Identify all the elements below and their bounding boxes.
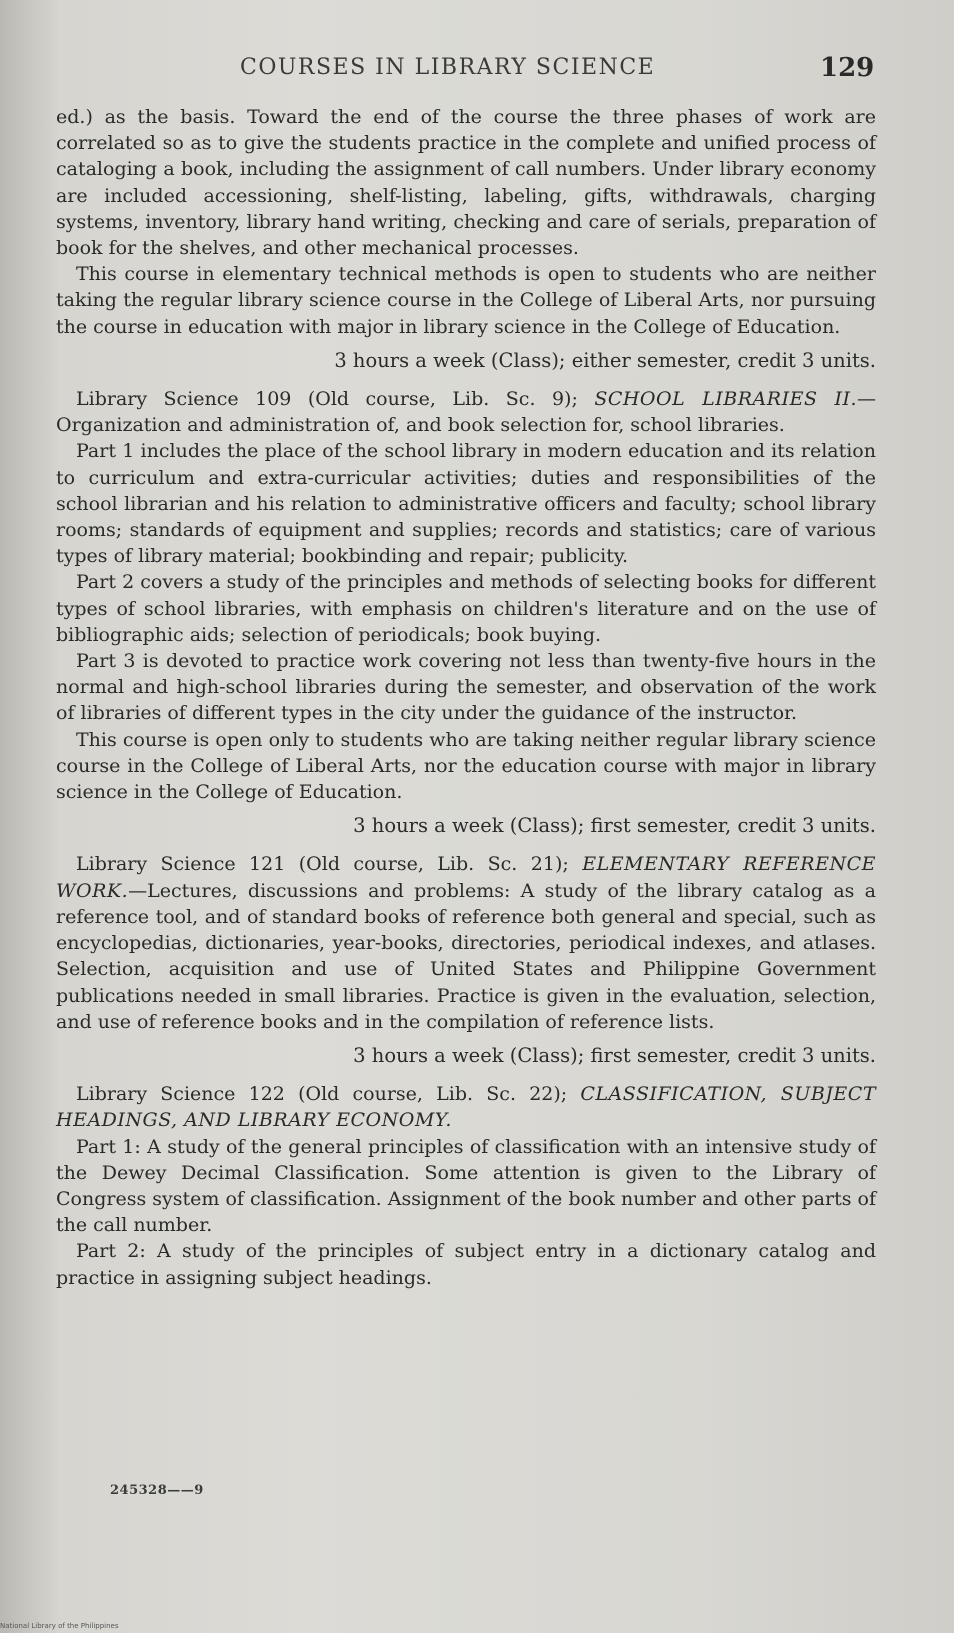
course-code: Library Science 109 (Old course, Lib. Sc. 9);: [76, 388, 595, 411]
course-title: ELEMENTARY REFERENCE WORK.: [56, 853, 877, 902]
course-code: Library Science 121 (Old course, Lib. Sc. 21);: [76, 853, 583, 876]
course-code: Library Science 122 (Old course, Lib. Sc. 22);: [76, 1083, 581, 1106]
course-hours: 3 hours a week (Class); first semester, credit 3 units.: [353, 1043, 876, 1067]
paragraph-continuation: ed.) as the basis. Toward the end of the course the three phases of work are correlated so as to give the students practice in the complete and unified process of cataloging a book, including the assignment of call numbers. Under library economy are included accessioning, shelf-listing, labeling, gifts, withdrawals, charging systems, inventory, library hand writing, checking and care of serials, preparation of book for the shelves, and other mechanical processes.: [56, 106, 876, 260]
course-description: —Lectures, discussions and problems: A study of the library catalog as a reference tool, and of standard books of reference both general and special, such as encyclopedias, dictionaries, year-books, directories, periodical indexes, and atlases. Selection, acquisition and use of United States and Philippine Government publications needed in small libraries. Practice is given in the evaluation, selection, and use of reference books and in the compilation of reference lists.: [56, 879, 876, 1033]
scan-credit: National Library of the Philippines: [0, 1622, 119, 1630]
running-title: COURSES IN LIBRARY SCIENCE: [240, 55, 656, 80]
course-description: —Organization and administration of, and book selection for, school libraries.: [56, 388, 876, 437]
course-hours: 3 hours a week (Class); either semester, credit 3 units.: [334, 348, 876, 372]
printer-signature: 245328——9: [110, 1483, 204, 1498]
course-heading-109: [56, 386, 876, 438]
course-part: Part 1 includes the place of the school library in modern education and its relation to curriculum and extra-curricular activities; duties and responsibilities of the school librarian and his relation to administrative officers and faculty; school library rooms; standards of equipment and supplies; records and statistics; care of various types of library material; bookbinding and repair; publicity.: [56, 440, 876, 568]
page-header: [0, 55, 954, 91]
course-heading-121: [56, 851, 876, 1034]
page-number: 129: [820, 53, 875, 83]
course-title: CLASSIFICATION, SUBJECT HEADINGS, AND LIBRARY ECONOMY.: [56, 1083, 876, 1132]
course-part: Part 3 is devoted to practice work covering not less than twenty-five hours in the normal and high-school libraries during the semester, and observation of the work of libraries of different types in the city under the guidance of the instructor.: [56, 650, 876, 725]
course-heading-122: [56, 1081, 876, 1133]
course-part: Part 1: A study of the general principles of classification with an intensive study of the Dewey Decimal Classification. Some attention is given to the Library of Congress system of classification. Assignment of the book number and other parts of the call number.: [56, 1135, 876, 1237]
course-title: SCHOOL LIBRARIES II.: [594, 388, 857, 411]
paragraph-eligibility: This course in elementary technical methods is open to students who are neither taking the regular library science course in the College of Liberal Arts, nor pursuing the course in education with major in library science in the College of Education.: [56, 263, 876, 338]
course-part: Part 2 covers a study of the principles and methods of selecting books for different types of school libraries, with emphasis on children's literature and on the use of bibliographic aids; selection of periodicals; book buying.: [56, 571, 876, 646]
course-note: This course is open only to students who are taking neither regular library science course in the College of Liberal Arts, nor the education course with major in library science in the College of Education.: [56, 728, 876, 804]
course-hours: 3 hours a week (Class); first semester, credit 3 units.: [353, 814, 876, 838]
page-body: [56, 104, 876, 1291]
course-part: Part 2: A study of the principles of subject entry in a dictionary catalog and practice in assigning subject headings.: [56, 1240, 876, 1289]
